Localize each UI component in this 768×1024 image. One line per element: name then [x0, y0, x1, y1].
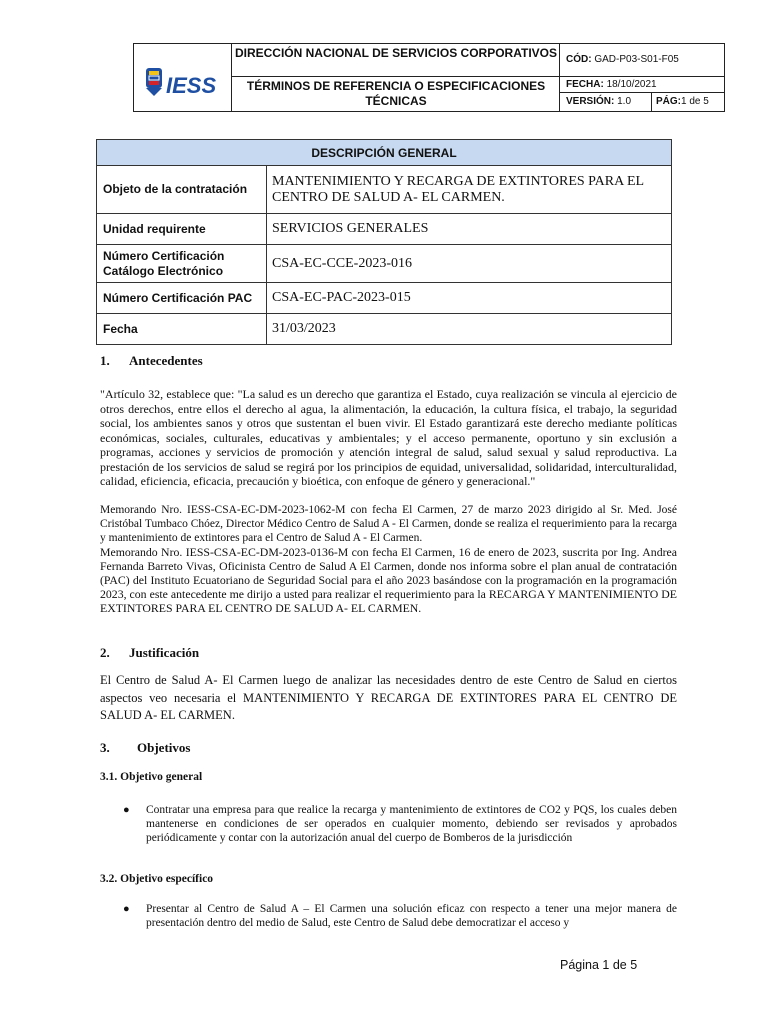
section-number: 2.	[100, 645, 110, 660]
bullet-text: Presentar al Centro de Salud A – El Carmen una solución eficaz con respecto a tener una mejor manera de presentación dentro del medio de Salud, este Centro de Salud debe democratizar el acceso y	[146, 903, 677, 930]
subsection-objetivo-especifico: 3.2. Objetivo específico	[100, 873, 214, 885]
section-title: Antecedentes	[129, 353, 203, 368]
cod-label: CÓD:	[566, 54, 592, 65]
bullet-icon: ●	[123, 804, 130, 816]
version-value: 1.0	[617, 96, 632, 107]
iess-logo	[142, 66, 226, 100]
cod-value: GAD-P03-S01-F05	[594, 54, 679, 65]
descripcion-general-table	[96, 139, 672, 345]
version-cell	[560, 93, 652, 111]
section-heading-antecedentes	[100, 353, 203, 369]
section-title: Justificación	[129, 645, 200, 660]
subsection-objetivo-general: 3.1. Objetivo general	[100, 771, 203, 783]
row-value: CSA-EC-PAC-2023-015	[267, 283, 672, 314]
bullet-text: Contratar una empresa para que realice la recarga y mantenimiento de extintores de CO2 y PQS, los cuales deben mantenerse en condiciones de ser operados en cualquier momento, debiendo ser revisados y aprobados periódicamente y contar con la autorización anual del cuerpo de Bomberos de la jurisdicción	[146, 804, 677, 845]
row-value: 31/03/2023	[267, 314, 672, 345]
title-cell	[232, 44, 560, 111]
fecha-value: 18/10/2021	[606, 79, 657, 90]
row-label: Objeto de la contratación	[97, 166, 267, 214]
row-value: SERVICIOS GENERALES	[267, 214, 672, 245]
section-heading-justificacion	[100, 645, 199, 661]
section-number: 1.	[100, 353, 110, 368]
fecha-cell	[560, 77, 724, 93]
objetivo-especifico-bullet	[123, 902, 677, 930]
row-label-text: Número Certificación Catálogo Electrónico	[103, 248, 225, 278]
header-meta	[560, 44, 724, 111]
document-header	[133, 43, 725, 112]
version-label: VERSIÓN:	[566, 96, 615, 107]
section-number: 3.	[100, 740, 110, 755]
row-value: CSA-EC-CCE-2023-016	[267, 245, 672, 283]
antecedentes-paragraph-3: Memorando Nro. IESS-CSA-EC-DM-2023-0136-M con fecha El Carmen, 16 de enero de 2023, suscrita por Ing. Andrea Fernanda Barreto Vivas, Oficinista Centro de Salud A El Carmen, donde nos informa sobre el plan anual de contratación (PAC) del Instituto Ecuatoriano de Seguridad Social para el año 2023 basándose con la programación en la programación 2023, con este antecedente me dirijo a usted para realizar el requerimiento para la RECARGA Y MANTENIMIENTO DE EXTINTORES PARA EL CENTRO DE SALUD A- EL CARMEN.	[100, 545, 677, 615]
table-row	[97, 214, 672, 245]
iess-logo-text: IESS	[166, 73, 217, 98]
antecedentes-paragraph-2: Memorando Nro. IESS-CSA-EC-DM-2023-1062-M con fecha El Carmen, 27 de marzo 2023 dirigido al Sr. Med. José Cristóbal Tumbaco Chóez, Director Médico Centro de Salud A - El Carmen, donde se realiza el requerimiento para la recarga y mantenimiento de extintores para el Centro de Salud A - El Carmen.	[100, 504, 677, 544]
table-header-row	[97, 140, 672, 166]
row-label	[97, 245, 267, 283]
header-title-document: TÉRMINOS DE REFERENCIA O ESPECIFICACIONES TÉCNICAS	[246, 79, 546, 108]
antecedentes-paragraph-1: "Artículo 32, establece que: "La salud es un derecho que garantiza el Estado, cuya realización se vincula al ejercicio de otros derechos, entre ellos el derecho al agua, la alimentación, la educación, la cultura física, el trabajo, la seguridad social, los ambientes sanos y otros que sustentan el buen vivir. El Estado garantizará este derecho mediante políticas económicas, sociales, culturales, educativas y ambientales; y el acceso permanente, oportuno y sin exclusión a programas, acciones y servicios de promoción y atención integral de salud, salud sexual y salud reproductiva. La prestación de los servicios de salud se regirá por los principios de equidad, universalidad, solidaridad, interculturalidad, calidad, eficiencia, eficacia, precaución y bioética, con enfoque de género y generacional."	[100, 387, 677, 488]
page-footer-number: Página 1 de 5	[560, 958, 638, 972]
justificacion-paragraph: El Centro de Salud A- El Carmen luego de analizar las necesidades dentro de este Centro de Salud en ciertos aspectos veo necesaria el MANTENIMIENTO Y RECARGA DE EXTINTORES PARA EL CENTRO DE SALUD A- EL CARMEN.	[100, 673, 677, 722]
header-title-organization: DIRECCIÓN NACIONAL DE SERVICIOS CORPORATIVOS	[232, 44, 560, 77]
section-heading-objetivos	[100, 740, 190, 756]
table-row	[97, 283, 672, 314]
logo-cell	[134, 44, 232, 111]
fecha-label: FECHA:	[566, 79, 604, 90]
row-label: Número Certificación PAC	[97, 283, 267, 314]
table-row	[97, 245, 672, 283]
objetivo-general-bullet	[123, 803, 677, 846]
pag-cell	[652, 93, 724, 111]
table-title: DESCRIPCIÓN GENERAL	[97, 140, 672, 166]
pag-value: 1 de 5	[681, 96, 709, 107]
row-label: Fecha	[97, 314, 267, 345]
cod-cell	[560, 44, 724, 77]
bullet-icon: ●	[123, 903, 130, 915]
table-row	[97, 166, 672, 214]
section-title: Objetivos	[137, 740, 191, 755]
table-row	[97, 314, 672, 345]
pag-label: PÁG:	[656, 96, 681, 107]
row-value: MANTENIMIENTO Y RECARGA DE EXTINTORES PARA EL CENTRO DE SALUD A- EL CARMEN.	[267, 166, 672, 214]
row-label: Unidad requirente	[97, 214, 267, 245]
